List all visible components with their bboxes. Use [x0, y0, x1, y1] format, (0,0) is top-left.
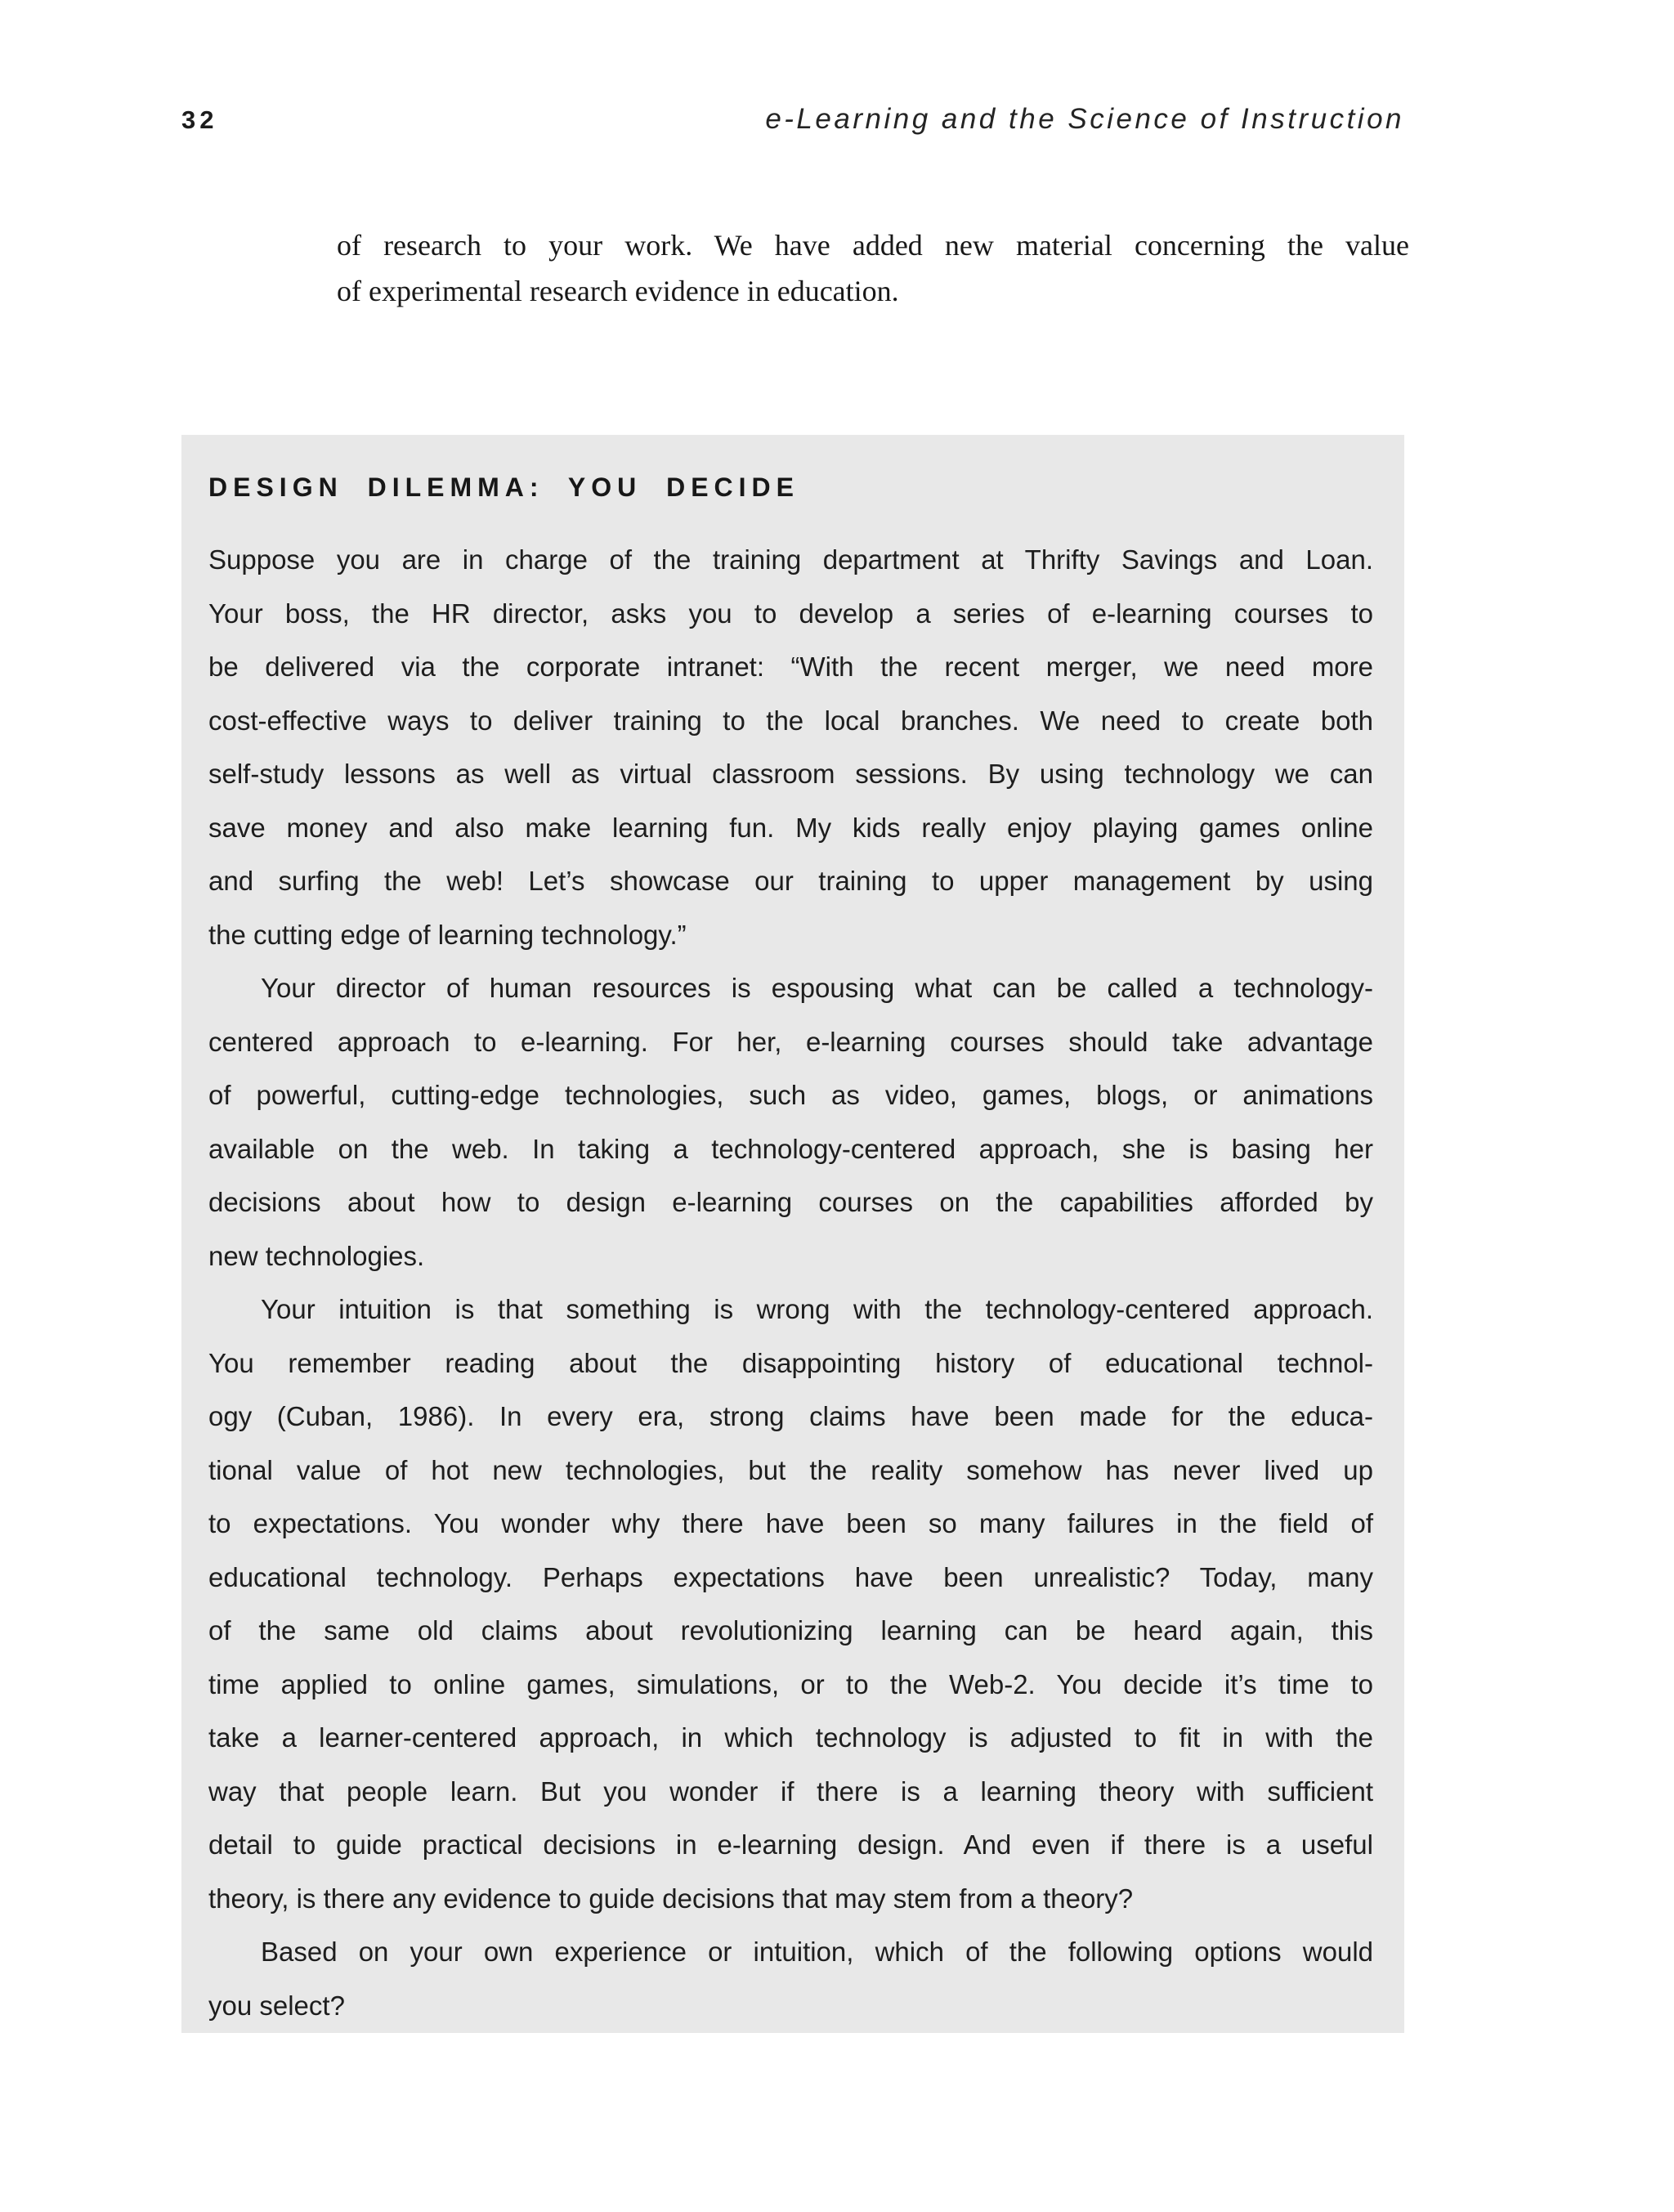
text-line: be delivered via the corporate intranet: “With the recent merger, we need more [208, 652, 1373, 682]
text-line: cost-effective ways to deliver training to the local branches. We need to create both [208, 705, 1373, 736]
text-line: decisions about how to design e-learning courses on the capabilities afforded by [208, 1187, 1373, 1217]
text-line: of research to your work. We have added new material concerning the value [337, 229, 1409, 262]
text-line: Your director of human resources is espousing what can be called a technology- [261, 973, 1373, 1003]
intro-paragraph [337, 222, 1409, 314]
text-line: Suppose you are in charge of the training department at Thrifty Savings and Loan. [208, 544, 1373, 575]
paragraph [208, 1925, 1373, 2032]
text-line: theory, is there any evidence to guide decisions that may stem from a theory? [208, 1883, 1134, 1914]
paragraph [208, 961, 1373, 1283]
page-header [181, 103, 1404, 136]
text-line: self-study lessons as well as virtual classroom sessions. By using technology we can [208, 759, 1373, 789]
text-line: ogy (Cuban, 1986). In every era, strong claims have been made for the educa- [208, 1401, 1373, 1431]
text-line: available on the web. In taking a technology-centered approach, she is basing her [208, 1133, 1373, 1164]
text-line: Your intuition is that something is wrong with the technology-centered approach. [261, 1294, 1373, 1324]
dilemma-heading: DESIGN DILEMMA: YOU DECIDE [208, 472, 799, 502]
text-line: to expectations. You wonder why there have been so many failures in the field of [208, 1508, 1373, 1538]
text-line: Your boss, the HR director, asks you to develop a series of e-learning courses to [208, 598, 1373, 629]
dilemma-paragraphs [208, 533, 1373, 2032]
text-line: centered approach to e-learning. For her, e-learning courses should take advantage [208, 1026, 1373, 1057]
text-line: and surfing the web! Let’s showcase our training to upper management by using [208, 866, 1373, 896]
text-line: new technologies. [208, 1240, 425, 1271]
text-line: take a learner-centered approach, in which technology is adjusted to fit in with the [208, 1722, 1373, 1753]
running-head: e-Learning and the Science of Instruction [765, 103, 1404, 135]
text-line: of powerful, cutting-edge technologies, such as video, games, blogs, or animations [208, 1080, 1373, 1110]
text-line: of the same old claims about revolutionizing learning can be heard again, this [208, 1615, 1373, 1646]
text-line: save money and also make learning fun. My kids really enjoy playing games online [208, 812, 1373, 843]
text-line: the cutting edge of learning technology.” [208, 919, 687, 950]
text-line: of experimental research evidence in education. [337, 275, 899, 307]
text-line: Based on your own experience or intuition, which of the following options would [261, 1937, 1373, 1967]
text-line: tional value of hot new technologies, but the reality somehow has never lived up [208, 1454, 1373, 1485]
paragraph [208, 533, 1373, 961]
text-line: educational technology. Perhaps expectations have been unrealistic? Today, many [208, 1561, 1373, 1592]
text-line: way that people learn. But you wonder if there is a learning theory with sufficient [208, 1775, 1373, 1807]
paragraph [208, 1283, 1373, 1925]
text-line: detail to guide practical decisions in e-learning design. And even if there is a useful [208, 1829, 1373, 1860]
dilemma-box [181, 435, 1404, 2033]
text-line: time applied to online games, simulations, or to the Web-2. You decide it’s time to [208, 1668, 1373, 1699]
page-number: 32 [181, 105, 218, 134]
text-line: you select? [208, 1990, 345, 2021]
text-line: You remember reading about the disappointing history of educational technol- [208, 1347, 1373, 1378]
